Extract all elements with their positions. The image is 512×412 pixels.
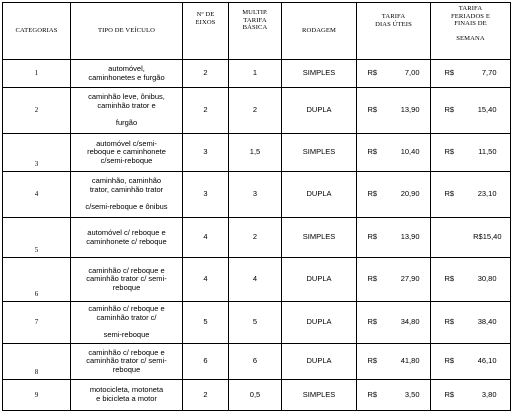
multiplier-cell: 6 — [229, 344, 282, 380]
rodagem-cell: SIMPLES — [282, 60, 357, 88]
axles-cell: 5 — [183, 302, 229, 344]
category-cell: 9 — [3, 380, 71, 411]
header-tarifa-dias-uteis: TARIFA DIAS ÚTEIS — [357, 3, 431, 60]
currency-label: R$ — [367, 232, 378, 242]
header-rodagem: RODAGEM — [282, 3, 357, 60]
tarifa-feriados-cell — [431, 380, 511, 411]
tarifa-feriados-cell — [431, 302, 511, 344]
axles-cell: 6 — [183, 344, 229, 380]
category-cell: 2 — [3, 88, 71, 134]
currency-label: R$ — [444, 189, 455, 199]
tarifa-uteis-value: 10,40 — [400, 147, 420, 157]
tarifa-uteis-cell — [357, 344, 431, 380]
tarifa-feriados-cell — [431, 88, 511, 134]
currency-label: R$ — [444, 274, 455, 284]
category-cell: 6 — [3, 258, 71, 302]
axles-cell: 4 — [183, 218, 229, 258]
category-cell: 4 — [3, 172, 71, 218]
header-tipo-veiculo: TIPO DE VEÍCULO — [71, 3, 183, 60]
category-cell: 5 — [3, 218, 71, 258]
currency-label: R$ — [444, 356, 455, 366]
tarifa-feriados-cell — [431, 218, 511, 258]
table-row — [3, 88, 511, 134]
tarifa-feriados-value: 30,80 — [477, 274, 497, 284]
tarifa-feriados-value: 3,80 — [481, 389, 497, 399]
axles-cell: 3 — [183, 172, 229, 218]
header-tarifa-feriados: TARIFA FERIADOS E FINAIS DE SEMANA — [431, 3, 511, 60]
toll-table — [2, 2, 511, 411]
tarifa-feriados-cell — [431, 172, 511, 218]
multiplier-cell: 3 — [229, 172, 282, 218]
tarifa-feriados-cell — [431, 344, 511, 380]
header-row — [3, 3, 511, 60]
tarifa-uteis-value: 20,90 — [400, 189, 420, 199]
currency-label: R$ — [367, 189, 378, 199]
currency-label: R$ — [367, 68, 378, 78]
axles-cell: 2 — [183, 380, 229, 411]
table-row — [3, 258, 511, 302]
tarifa-feriados-value: 46,10 — [477, 356, 497, 366]
rodagem-cell: SIMPLES — [282, 218, 357, 258]
tarifa-uteis-cell — [357, 302, 431, 344]
multiplier-cell: 2 — [229, 88, 282, 134]
tarifa-uteis-cell — [357, 134, 431, 172]
table-row — [3, 172, 511, 218]
vehicle-type-cell: caminhão leve, ônibus, caminhão trator e furgão — [71, 88, 183, 134]
multiplier-cell: 5 — [229, 302, 282, 344]
tarifa-feriados-cell — [431, 134, 511, 172]
table-row — [3, 344, 511, 380]
tarifa-feriados-value: 38,40 — [477, 317, 497, 327]
tarifa-uteis-value: 3,50 — [404, 389, 420, 399]
axles-cell: 2 — [183, 60, 229, 88]
category-cell: 1 — [3, 60, 71, 88]
vehicle-type-cell: automóvel c/ reboque e caminhonete c/ reboque — [71, 218, 183, 258]
currency-label: R$ — [367, 389, 378, 399]
rodagem-cell: SIMPLES — [282, 134, 357, 172]
table-row — [3, 218, 511, 258]
rodagem-cell: DUPLA — [282, 172, 357, 218]
currency-label: R$ — [367, 356, 378, 366]
header-eixos: Nº DE EIXOS — [183, 3, 229, 60]
currency-label: R$ — [367, 274, 378, 284]
multiplier-cell: 2 — [229, 218, 282, 258]
tarifa-feriados-value: 23,10 — [477, 189, 497, 199]
tarifa-uteis-value: 13,90 — [400, 105, 420, 115]
rodagem-cell: DUPLA — [282, 344, 357, 380]
currency-label: R$ — [444, 389, 455, 399]
vehicle-type-cell: caminhão c/ reboque e caminhão trator c/ semi- reboque — [71, 344, 183, 380]
currency-label: R$ — [367, 147, 378, 157]
currency-label: R$ — [444, 105, 455, 115]
axles-cell: 2 — [183, 88, 229, 134]
category-cell: 7 — [3, 302, 71, 344]
header-categorias: CATEGORIAS — [3, 3, 71, 60]
tarifa-feriados-value: 15,40 — [477, 105, 497, 115]
multiplier-cell: 1,5 — [229, 134, 282, 172]
table-row — [3, 60, 511, 88]
tarifa-uteis-cell — [357, 172, 431, 218]
category-cell: 3 — [3, 134, 71, 172]
tarifa-feriados-cell — [431, 258, 511, 302]
tarifa-feriados-value: 7,70 — [481, 68, 497, 78]
table-row — [3, 380, 511, 411]
tarifa-uteis-value: 7,00 — [404, 68, 420, 78]
tarifa-feriados-value: R$15,40 — [473, 232, 502, 242]
tarifa-uteis-value: 13,90 — [400, 232, 420, 242]
tarifa-uteis-cell — [357, 258, 431, 302]
tarifa-uteis-cell — [357, 88, 431, 134]
tarifa-uteis-cell — [357, 380, 431, 411]
multiplier-cell: 0,5 — [229, 380, 282, 411]
table-row — [3, 134, 511, 172]
tarifa-feriados-cell — [431, 60, 511, 88]
multiplier-cell: 4 — [229, 258, 282, 302]
vehicle-type-cell: automóvel, caminhonetes e furgão — [71, 60, 183, 88]
currency-label: R$ — [367, 105, 378, 115]
rodagem-cell: DUPLA — [282, 258, 357, 302]
tarifa-uteis-value: 34,80 — [400, 317, 420, 327]
tarifa-uteis-value: 27,90 — [400, 274, 420, 284]
category-cell: 8 — [3, 344, 71, 380]
vehicle-type-cell: caminhão, caminhão trator, caminhão trator c/semi-reboque e ônibus — [71, 172, 183, 218]
currency-label: R$ — [444, 317, 455, 327]
rodagem-cell: DUPLA — [282, 88, 357, 134]
tarifa-uteis-cell — [357, 218, 431, 258]
currency-label: R$ — [444, 68, 455, 78]
axles-cell: 3 — [183, 134, 229, 172]
vehicle-type-cell: caminhão c/ reboque e caminhão trator c/ semi- reboque — [71, 258, 183, 302]
header-multip: MULTIP. TARIFA BÁSICA — [229, 3, 282, 60]
currency-label: R$ — [444, 147, 455, 157]
tarifa-feriados-value: 11,50 — [478, 147, 497, 157]
tarifa-uteis-cell — [357, 60, 431, 88]
table-row — [3, 302, 511, 344]
vehicle-type-cell: caminhão c/ reboque e caminhão trator c/ semi-reboque — [71, 302, 183, 344]
rodagem-cell: SIMPLES — [282, 380, 357, 411]
rodagem-cell: DUPLA — [282, 302, 357, 344]
tarifa-uteis-value: 41,80 — [400, 356, 420, 366]
currency-label: R$ — [367, 317, 378, 327]
axles-cell: 4 — [183, 258, 229, 302]
multiplier-cell: 1 — [229, 60, 282, 88]
vehicle-type-cell: automóvel c/semi- reboque e caminhonete c/semi-reboque — [71, 134, 183, 172]
vehicle-type-cell: motocicleta, motoneta e bicicleta a motor — [71, 380, 183, 411]
